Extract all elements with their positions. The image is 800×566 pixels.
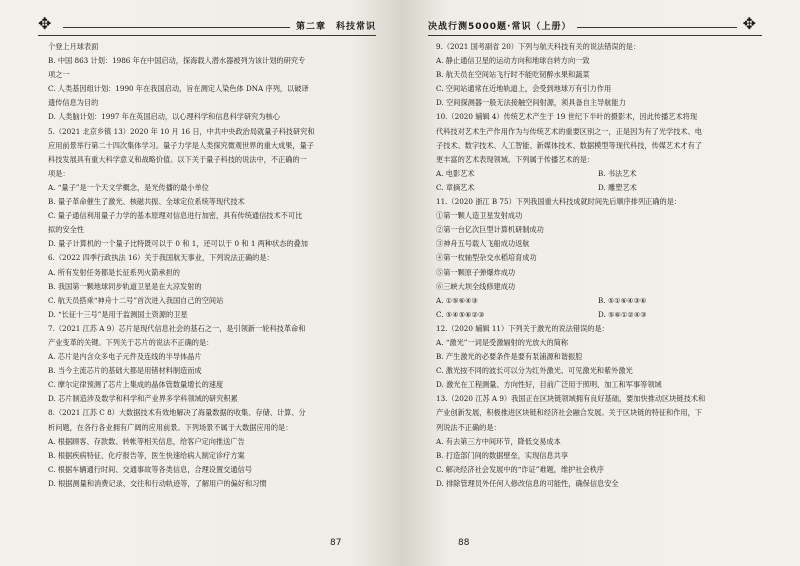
text-line: 析问题，在各行各业拥有广阔的应用前景。下列场景不属于大数据应用的是： [48, 422, 293, 432]
ornament-icon: ✥ [742, 14, 756, 33]
text-line: 子技术、数字技术、人工智能、新媒体技术、数据模型等现代科技，传媒艺术才有了 [436, 140, 702, 150]
text-line: C. 摩尔定律预测了芯片上集成的晶体管数量增长的速度 [48, 380, 224, 390]
page-number-right: 88 [458, 538, 470, 548]
text-line: D. 量子计算机的一个量子比特既可以于 0 和 1，还可以于 0 和 1 两种状态的叠加 [48, 239, 308, 249]
text-line: B. 航天员在空间站飞行时不能吃韧醉水果和蔬菜 [436, 70, 590, 80]
option-text: B. 书法艺术 [598, 168, 637, 178]
text-line: 9.（2021 国考副省 20）下列与航天科技有关的说法错误的是： [436, 42, 641, 51]
text-line: D. “长征十三号”是用于监测国土资源的卫星 [48, 309, 188, 319]
text-line: C. 空间站通常在近地轨道上，会受到地球万有引力作用 [436, 84, 612, 94]
text-line: 代科技对艺术生产作用作为与传统艺术的重要区别之一，正是因为有了光学技术、电 [436, 126, 702, 136]
text-line: D. 人类脑计划：1997 年在英国启动，以心理科学和信息科学研究为核心 [48, 112, 280, 122]
text-line: C. 航天员搭乘“神舟十二号”首次进入我国自己的空间站 [48, 295, 224, 305]
header-rule [63, 27, 290, 28]
text-line: 6.（2022 四季行政执法 16）关于我国航天事业，下列说法正确的是： [48, 253, 274, 263]
text-line: C. 量子通信利用量子力学的基本原理对信息进行加密，具有传统通信技术不可比 [48, 211, 303, 221]
option-row [436, 308, 760, 322]
text-line: 项之一 [48, 70, 70, 80]
text-line: A. 有去第三方中间环节，降低交易成本 [436, 436, 561, 446]
right-page-header [428, 10, 762, 36]
text-line: 应用前景举行第二十四次集体学习。量子力学是人类探究微观世界的重大成果，量子 [48, 140, 314, 150]
text-line: C. 解决经济社会发展中的“诈证”难题，维护社会秩序 [436, 464, 605, 474]
text-line: D. 空间探测器一般无法接触空间射源，须具备自主导航能力 [436, 98, 626, 108]
text-line: 13.（2020 江苏 A 9）我国正在区块链领域拥有良好基础，要加快推动区块链技术和 [436, 394, 706, 404]
header-rule [577, 27, 736, 28]
option-text: A. 电影艺术 [436, 168, 475, 178]
text-line: D. 激光在工程测量、方向性好，目前广泛用于照明、加工和军事等领域 [436, 380, 662, 390]
text-line: 10.（2020 辅辑 4）传统艺术产生于 19 世纪下半叶的摄影术，因此传播艺术将现 [436, 112, 698, 122]
text-line: 5.（2021 北京乡镇 13）2020 年 10 月 16 日，中共中央政治局就量子科技研究和 [48, 126, 315, 136]
text-line: ⑤第一颗原子弹爆炸成功 [436, 267, 516, 277]
option-row [436, 167, 760, 181]
text-line: B. 我国第一颗地球同步轨道卫星是在大凉发射的 [48, 281, 202, 291]
text-line: 产业变革的关键。下列关于芯片的说法不正确的是： [48, 337, 214, 347]
option-text: D. ⑤⑥①②④③ [598, 309, 647, 319]
text-line: B. 产生激光的必要条件是要有泵浦源和谐振腔 [436, 352, 583, 362]
text-line: ④第一枚轴型杂交水稻培育成功 [436, 253, 537, 263]
text-line: A. 静止通信卫星的运动方向和地球自转方向一致 [436, 56, 590, 66]
text-line: 更丰富的艺术表现领域。下列属于传播艺术的是： [436, 154, 595, 164]
ornament-icon: ✥ [38, 14, 52, 33]
page-number-left: 87 [330, 538, 342, 548]
text-line: ②第一台亿次巨型计算机研制成功 [436, 225, 544, 235]
text-line: C. 根据车辆通行时间、交通事故等各类信息，合理设置交通信号 [48, 464, 252, 474]
text-line: A. 根据顾客、存款数、转帐等相关信息，给客户定向推送广告 [48, 436, 245, 446]
text-line: A. “激光”一词是受激辐射的光放大的简称 [436, 337, 569, 347]
text-line: 8.（2021 江苏 C 8）大数据技术有效地解决了海量数据的收集、存储、计算、分 [48, 408, 306, 418]
text-line: D. 根据测量和消费记录、交往和行动轨迹等，了解用户的偏好和习惯 [48, 478, 267, 488]
right-page [400, 0, 800, 566]
option-text: C. ⑤④⑤⑥②③ [436, 309, 485, 319]
text-line: B. 量子革命催生了激光、核磁共振、全球定位系统等现代技术 [48, 197, 245, 207]
option-text: D. 雕塑艺术 [598, 182, 637, 192]
text-line: 12.（2020 辅辑 11）下列关于激光的说法错误的是： [436, 323, 609, 333]
text-line: 列说法不正确的是： [436, 422, 501, 432]
text-line: ①第一颗人造卫星发射成功 [436, 211, 523, 221]
text-line: 遗传信息为目的 [48, 98, 99, 108]
option-row [436, 294, 760, 308]
text-line: A. 所有发射任务都是长征系列火箭承担的 [48, 267, 180, 277]
text-line: 个登上月球表面 [48, 42, 99, 51]
option-text: B. ⑤①⑥④③⑥ [598, 295, 647, 305]
text-line: D. 芯片制造涉及数学和科学和产业界多学科领域的研究积累 [48, 394, 238, 404]
text-line: 项是： [48, 168, 70, 178]
text-line: 11.（2020 浙江 B 75）下列我国重大科技成就时间先后顺序排列正确的是： [436, 197, 682, 207]
text-line: 拟的安全性 [48, 225, 84, 235]
text-line: C. 人类基因组计划：1990 年在我国启动，旨在测定人染色体 DNA 序列，以破译 [48, 84, 309, 94]
text-line: D. 排除管理员外任何人修改信息的可能性，确保信息安全 [436, 478, 619, 488]
text-line: ⑥三峡大坝全线修建成功 [436, 281, 516, 291]
text-line: A. 芯片是内含众多电子元件及连线的半导体晶片 [48, 352, 202, 362]
text-line: B. 根据疾病特征、化疗报告等，医生快速给病人制定诊疗方案 [48, 450, 245, 460]
option-text: C. 章摘艺术 [436, 182, 475, 192]
left-page-content [48, 40, 368, 526]
chapter-title: 第二章 科技常识 [295, 22, 376, 32]
text-line: ③神舟五号载人飞船成功返航 [436, 239, 530, 249]
option-row [436, 181, 760, 195]
text-line: B. 打造部门间的数据壁垒，实现信息共享 [436, 450, 569, 460]
left-page-header [38, 10, 376, 36]
text-line: 7.（2021 江苏 A 9）芯片是现代信息社会的基石之一，是引领新一轮科技革命和 [48, 323, 306, 333]
book-title: 决战行测5000题·常识（上册） [428, 22, 572, 32]
text-line: C. 激光按不同的波长可以分为红外激光、可见激光和紫外激光 [436, 366, 633, 376]
text-line: A. “量子”是一个天文学概念，是光传播的最小单位 [48, 182, 209, 192]
right-page-content [436, 40, 760, 526]
option-text: A. ①⑤⑥④③ [436, 295, 478, 305]
text-line: B. 中国 863 计划：1986 年在中国启动，探海载人潜水器被列为该计划的研究专 [48, 56, 306, 66]
text-line: 产业创新发展，积极推进区块链和经济社会融合发展。关于区块链的特征和作用，下 [436, 408, 702, 418]
text-line: 科技发展具有重大科学意义和战略价值。以下关于量子科技的说法中，不正确的一 [48, 154, 307, 164]
text-line: B. 当今主流芯片的基础大都是用锗材料制造而成 [48, 366, 202, 376]
